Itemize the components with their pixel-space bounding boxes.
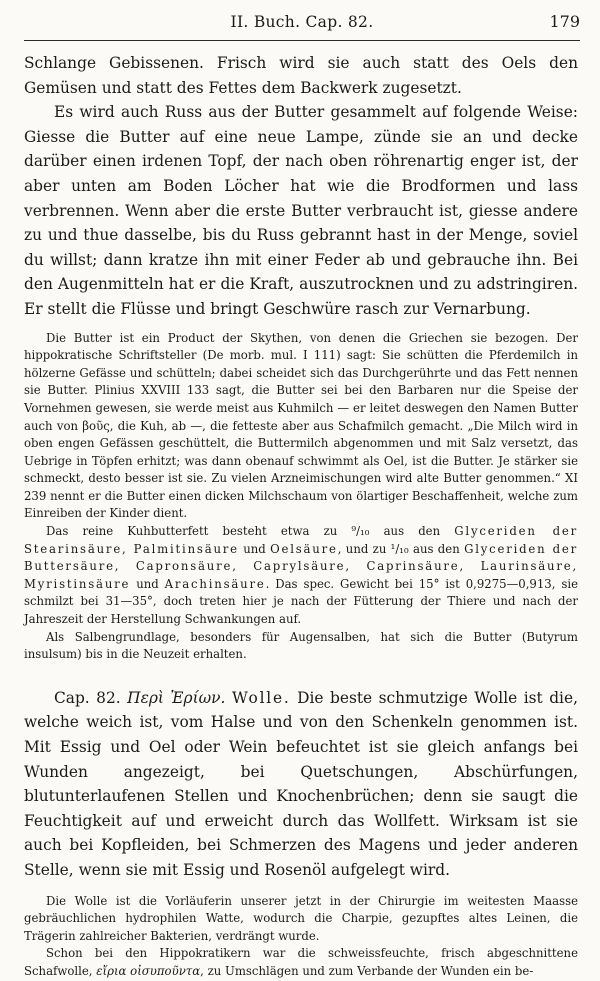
page-header — [24, 0, 580, 41]
note-text: . Das spec. Gewicht bei 15° ist 0,9275—0,913, sie schmilzt bei 31—35°, doch treten hier je nach der Fütterung der Thiere und nach der Jahreszeit der Herstellung Schwankungen auf. — [24, 576, 579, 627]
chapter-title: Wolle. — [231, 688, 291, 707]
chapter-body: Die beste schmutzige Wolle ist die, welche weich ist, vom Halse und von den Schenkeln genommen ist. Mit Essig und Oel oder Wein befeuchtet ist sie gleich anfangs bei Wunden angezeigt, bei Quetschungen, Abschürfungen, blutunterlaufenen Stellen und Knochenbrüchen; denn sie saugt die Feuchtigkeit auf und erweicht durch das Wollfett. Wirksam ist sie auch bei Kopfleiden, bei Schmerzen des Magens und jeder anderen Stelle, wenn sie mit Essig und Rosenöl aufgelegt wird. — [24, 688, 578, 879]
spaced-term: Glyceriden der Buttersäure, Capronsäure, Caprylsäure, Caprinsäure, Laurinsäure, Myristinsäure — [24, 541, 578, 591]
note-text: und — [136, 576, 159, 591]
note-paragraph: Die Butter ist ein Product der Skythen, von denen die Griechen sie bezogen. Der hippokratische Schriftsteller (De morb. mul. I 111) sagt: Sie schütten die Pferdemilch in hölzerne Gefässe und schütteln; dabei scheidet sich das Durchgerührte und das Fett nennen sie Butter. Plinius XXVIII 133 sagt, die Butter sei bei den Barbaren nur die Speise der Vornehmen gewesen, sie werde meist aus Kuhmilch — er leitet deswegen den Namen Butter auch von βοῦς, die Kuh, ab —, die fetteste aber aus Schafmilch gemacht. „Die Milch wird in oben engen Gefässen geschüttelt, die Buttermilch abgenommen und mit Salz versetzt, das Uebrige in Töpfen erhitzt; was dann obenauf schwimmt als Oel, ist die Butter. Je stärker sie schmeckt, desto besser ist sie. Zu vielen Arzneimischungen wird alte Butter genommen.“ XI 239 nennt er die Butter einen dicken Milchschaum von ölartiger Beschaffenheit, welche zum Einreiben der Kinder dient. — [24, 330, 578, 521]
chapter-greek-title: Περὶ Ἐρίων. — [127, 688, 226, 707]
chapter-paragraph — [24, 686, 578, 883]
note-text: , zu Umschlägen und zum Verbande der Wunden ein be- — [200, 963, 534, 978]
spaced-term: Glyceriden der Stearinsäure, Palmitinsäure — [24, 524, 578, 556]
spaced-term: Arachinsäure — [164, 576, 266, 591]
note-paragraph — [24, 945, 578, 980]
note-text: und — [243, 541, 266, 556]
commentary-note-2 — [24, 893, 578, 981]
main-text-section — [24, 51, 578, 322]
chapter-label: Cap. 82. — [54, 688, 121, 707]
note-paragraph: Die Wolle ist die Vorläuferin unserer jetzt in der Chirurgie im weitesten Maasse gebräuchlichen hydrophilen Watte, wodurch die Charpie, gezupftes altes Leinen, die Trägerin zahlreicher Bakterien, verdrängt wurde. — [24, 893, 578, 943]
note-text: Schon bei den Hippokratikern war die schweissfeuchte, frisch abgeschnittene Schafwolle, — [24, 946, 578, 978]
page-number: 179 — [549, 12, 580, 31]
spaced-term: Oelsäure — [270, 541, 338, 556]
greek-term: εἴρια οἰσυποῦντα — [96, 963, 201, 978]
note-paragraph-chemistry — [24, 523, 578, 629]
note-paragraph: Als Salbengrundlage, besonders für Augensalben, hat sich die Butter (Butyrum insulsum) bis in die Neuzeit erhalten. — [24, 629, 578, 662]
running-head: II. Buch. Cap. 82. — [230, 13, 374, 31]
main-paragraph: Es wird auch Russ aus der Butter gesammelt auf folgende Weise: Giesse die Butter auf eine neue Lampe, zünde sie an und decke darüber einen irdenen Topf, der nach oben röhrenartig enger ist, der aber unten am Boden Löcher hat wie die Brodformen und lass verbrennen. Wenn aber die erste Butter verbraucht ist, giesse andere zu und thue dasselbe, bis du Russ gebrannt hast in der Menge, soviel du willst; dann kratze ihn mit einer Feder ab und gebrauche ihn. Bei den Augenmitteln hat er die Kraft, auszutrocknen und zu adstringiren. Er stellt die Flüsse und bringt Geschwüre rasch zur Vernarbung. — [24, 103, 578, 318]
main-paragraph: Schlange Gebissenen. Frisch wird sie auch statt des Oels den Gemüsen und statt des Fettes dem Backwerk zugesetzt. — [24, 54, 578, 97]
chapter-82 — [24, 686, 578, 883]
commentary-note — [24, 330, 578, 664]
note-text: , und zu ¹/₁₀ aus den — [337, 541, 460, 556]
note-text: Das reine Kuhbutterfett besteht etwa zu ⁹/₁₀ aus den — [46, 524, 441, 539]
